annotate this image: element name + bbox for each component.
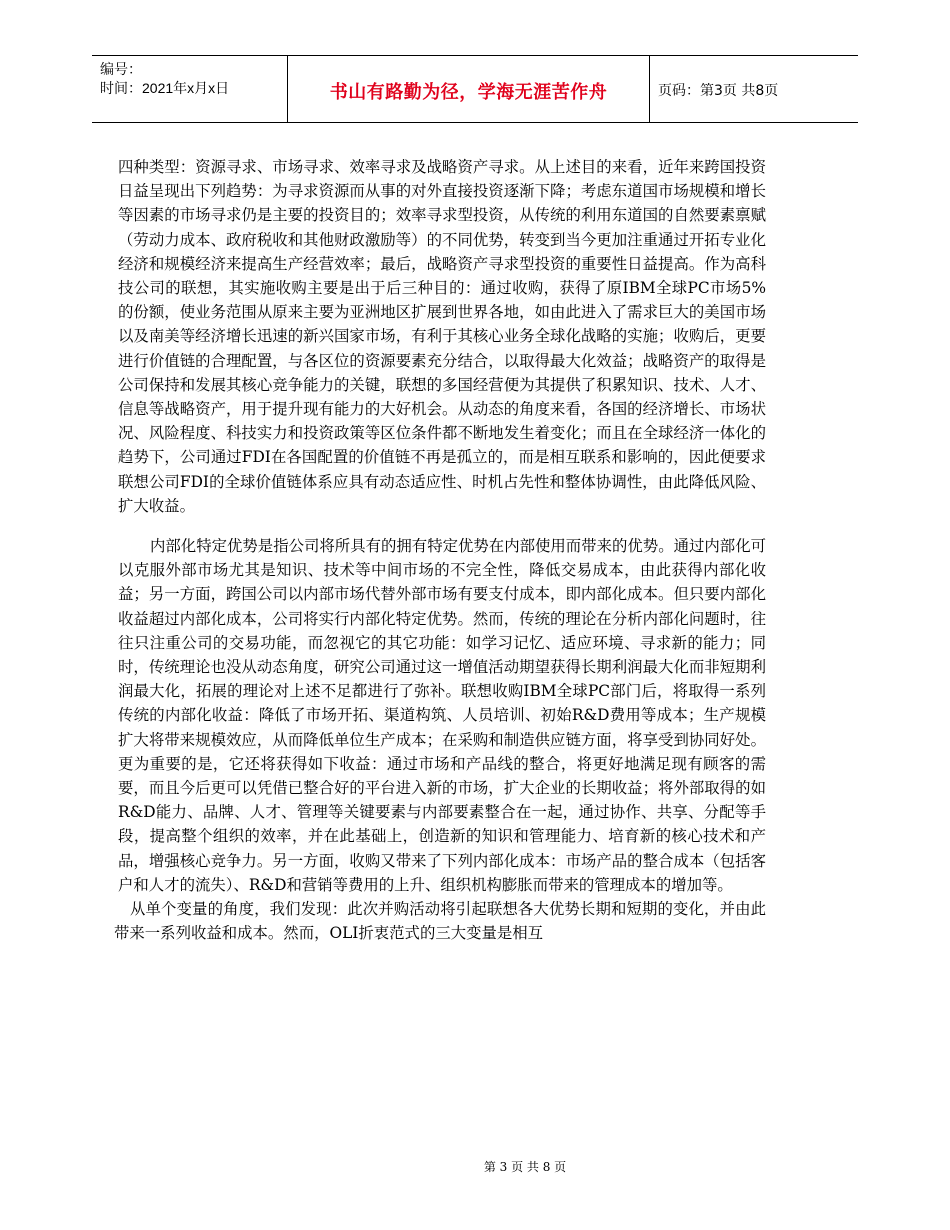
header-page-info: 页码：第3页 共8页 [658, 83, 779, 99]
header-motto: 书山有路勤为径，学海无涯苦作舟 [329, 82, 608, 103]
document-number-label: 编号： [100, 61, 142, 77]
body-paragraph-1: 四种类型：资源寻求、市场寻求、效率寻求及战略资产寻求。从上述目的来看，近年来跨国投资日益呈现出下列趋势：为寻求资源而从事的对外直接投资逐渐下降；考虑东道国市场规模和增长等因素的市场寻求仍是主要的投资目的；效率寻求型投资，从传统的利用东道国的自然要素禀赋（劳动力成本、政府税收和其他财政激励等）的不同优势，转变到当今更加注重通过开拓专业化经济和规模经济来提高生产经营效率；最后，战略资产寻求型投资的重要性日益提高。作为高科技公司的联想，其实施收购主要是出于后三种目的：通过收购，获得了原IBM全球PC市场5%的份额，使业务范围从原来主要为亚洲地区扩展到世界各地，如由此进入了需求巨大的美国市场以及南美等经济增长迅速的新兴国家市场，有利于其核心业务全球化战略的实施；收购后，更要进行价值链的合理配置，与各区位的资源要素充分结合，以取得最大化效益；战略资产的取得是公司保持和发展其核心竞争能力的关键，联想的多国经营便为其提供了积累知识、技术、人才、信息等战略资产，用于提升现有能力的大好机会。从动态的角度来看，各国的经济增长、市场状况、风险程度、科技实力和投资政策等区位条件都不断地发生着变化；而且在全球经济一体化的趋势下，公司通过FDI在各国配置的价值链不再是孤立的，而是相互联系和影响的，因此便要求联想公司FDI的全球价值链体系应具有动态适应性、时机占先性和整体协调性，由此降低风险、扩大收益。 [118, 158, 766, 515]
page-footer: 第 3 页 共 8 页 [483, 1160, 567, 1174]
header-meta [100, 60, 229, 98]
body-paragraph-3: 从单个变量的角度，我们发现：此次并购活动将引起联想各大优势长期和短期的变化，并由此带来一系列收益和成本。然而，OLI折衷范式的三大变量是相互 [114, 900, 766, 943]
document-body [114, 155, 766, 946]
page-header [92, 55, 858, 123]
header-divider [649, 56, 650, 122]
document-time-label: 时间：2021年x月x日 [100, 80, 230, 96]
body-paragraph-2: 内部化特定优势是指公司将所具有的拥有特定优势在内部使用而带来的优势。通过内部化可以克服外部市场尤其是知识、技术等中间市场的不完全性，降低交易成本，由此获得内部化收益；另一方面，跨国公司以内部市场代替外部市场有要支付成本，即内部化成本。但只要内部化收益超过内部化成本，公司将实行内部化特定优势。然而，传统的理论在分析内部化问题时，往往只注重公司的交易功能，而忽视它的其它功能：如学习记忆、适应环境、寻求新的能力；同时，传统理论也没从动态角度，研究公司通过这一增值活动期望获得长期利润最大化而非短期利润最大化，拓展的理论对上述不足都进行了弥补。联想收购IBM全球PC部门后，将取得一系列传统的内部化收益：降低了市场开拓、渠道构筑、人员培训、初始R&D费用等成本；生产规模扩大将带来规模效应，从而降低单位生产成本；在采购和制造供应链方面，将享受到协同好处。更为重要的是，它还将获得如下收益：通过市场和产品线的整合，将更好地满足现有顾客的需要，而且今后更可以凭借已整合好的平台进入新的市场，扩大企业的长期收益；将外部取得的如R&D能力、品牌、人才、管理等关键要素与内部要素整合在一起，通过协作、共享、分配等手段，提高整个组织的效率，并在此基础上，创造新的知识和管理能力、培育新的核心技术和产品，增强核心竞争力。另一方面，收购又带来了下列内部化成本：市场产品的整合成本（包括客户和人才的流失）、R&D和营销等费用的上升、组织机构膨胀而带来的管理成本的增加等。 [118, 537, 766, 894]
